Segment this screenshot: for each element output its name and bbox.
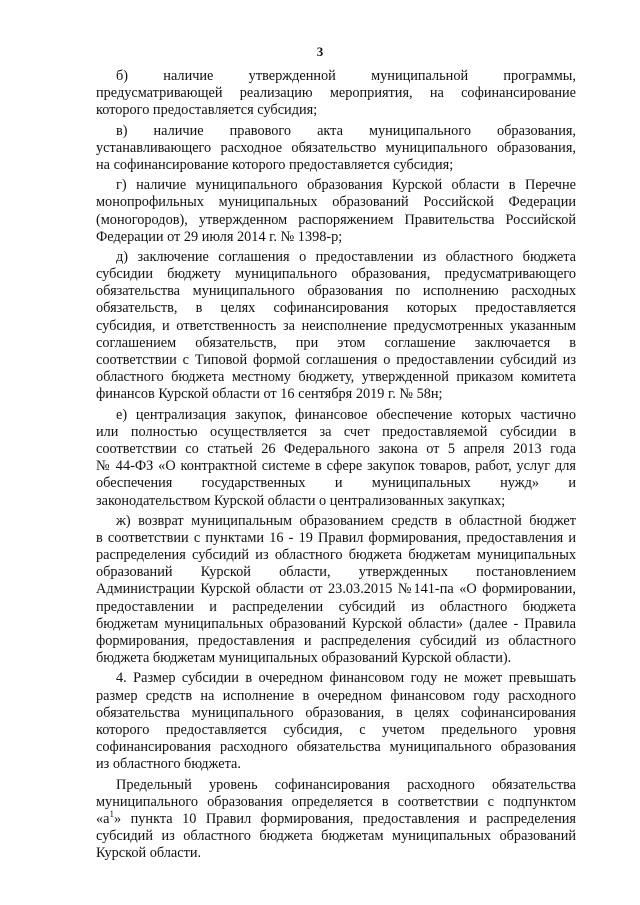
text-line: е) централизация закупок, финансовое обеспечение которых частично — [116, 406, 576, 423]
text-line: размер средств на исполнение в очередном финансовом году расходного — [96, 687, 576, 704]
text-line: бюджета бюджетам муниципальных образований Курской области). — [96, 650, 512, 667]
superscript-mark: 1 — [109, 808, 114, 819]
text-line: областного бюджета местному бюджету, утвержденной приказом комитета — [96, 369, 576, 386]
text-line: из областного бюджета. — [96, 756, 241, 773]
text-line: образований Курской области, утвержденных постановлением — [96, 564, 576, 581]
paragraph-cofinancing-limit — [96, 777, 576, 863]
page-number: 3 — [316, 44, 324, 59]
text-line: обязательства муниципального образования по исполнению расходных — [96, 283, 576, 300]
text-line-with-superscript — [96, 808, 576, 828]
text-line: 4. Размер субсидии в очередном финансовом году не может превышать — [116, 670, 576, 687]
text-line: Предельный уровень софинансирования расходного обязательства — [116, 776, 576, 793]
subparagraph-ref: «а — [96, 810, 110, 827]
text-line: обеспечения государственных и муниципальных нужд» и — [96, 475, 576, 492]
paragraph-d — [96, 249, 576, 404]
paragraph-b — [96, 68, 576, 120]
text-line: обязательства муниципального образования, в целях софинансирования — [96, 704, 576, 721]
paragraph-v — [96, 123, 576, 175]
text-line: муниципального образования определяется в соответствии с подпунктом — [96, 793, 576, 810]
text-line: субсидия, и ответственность за неисполнение предусмотренных указанным — [96, 317, 576, 334]
text-line: предусматривающей реализацию мероприятия, на софинансирование — [96, 85, 576, 102]
text-line: субсидий из областного бюджета бюджетам муниципальных образований — [96, 828, 576, 845]
document-body — [96, 68, 576, 862]
text-line: законодательством Курской области о централизованных закупках; — [96, 492, 506, 509]
text-line: № 44-ФЗ «О контрактной системе в сфере закупок товаров, работ, услуг для — [96, 458, 576, 475]
paragraph-zh — [96, 513, 576, 668]
text-line: в) наличие правового акта муниципального образования, — [116, 122, 576, 139]
text-line: которого предоставляется субсидия; — [96, 102, 318, 119]
text-line: г) наличие муниципального образования Курской области в Перечне — [116, 177, 576, 194]
text-line: Администрации Курской области от 23.03.2015 №141-па «О формировании, — [96, 581, 576, 598]
text-line: д) заключение соглашения о предоставлении из областного бюджета — [116, 248, 576, 265]
text-line: на софинансирование которого предоставляется субсидия; — [96, 156, 454, 173]
paragraph-4 — [96, 670, 576, 773]
text-line: которого предоставляется субсидия, с учетом предельного уровня — [96, 721, 576, 738]
text-line: в соответствии с пунктами 16 - 19 Правил формирования, предоставления и — [96, 529, 576, 546]
text-line: соответствии с Типовой формой соглашения о предоставлении субсидий из — [96, 352, 576, 368]
text-line: субсидии бюджету муниципального образования, предусматривающего — [96, 266, 576, 283]
text-line: софинансирования расходного обязательства муниципального образования — [96, 739, 576, 756]
text-line: устанавливающего расходное обязательство муниципального образования, — [96, 139, 576, 156]
text-line: ж) возврат муниципальным образованием средств в областной бюджет — [116, 512, 576, 529]
text-line: бюджетам муниципальных образований Курской области» (далее - Правила — [96, 615, 576, 632]
text-line: формирования, предоставления и распределения субсидий из областного — [96, 633, 576, 649]
paragraph-g — [96, 177, 576, 246]
text-line-rest: » пункта 10 Правил формирования, предоставления и распределения — [114, 810, 576, 827]
paragraph-e — [96, 407, 576, 510]
text-line: (моногородов), утвержденном распоряжением Правительства Российской — [96, 211, 576, 228]
text-line: предоставлении и распределении субсидий из областного бюджета — [96, 598, 576, 615]
text-line: б) наличие утвержденной муниципальной программы, — [116, 68, 576, 84]
text-line: Федерации от 29 июля 2014 г. № 1398-р; — [96, 228, 343, 245]
text-line: обязательств, в целях софинансирования которых предоставляется — [96, 300, 576, 317]
text-line: или полностью осуществляется за счет предоставляемой субсидии в — [96, 423, 576, 440]
text-line: распределения субсидий из областного бюджета бюджетам муниципальных — [96, 547, 576, 564]
text-line: финансов Курской области от 16 сентября 2019 г. № 58н; — [96, 386, 443, 403]
text-line: монопрофильных муниципальных образований Российской Федерации — [96, 194, 576, 211]
text-line: соглашением обязательств, при этом соглашение заключается в — [96, 334, 576, 351]
text-line: Курской области. — [96, 845, 202, 862]
text-line: соответствии со статьей 26 Федерального закона от 5 апреля 2013 года — [96, 440, 576, 457]
